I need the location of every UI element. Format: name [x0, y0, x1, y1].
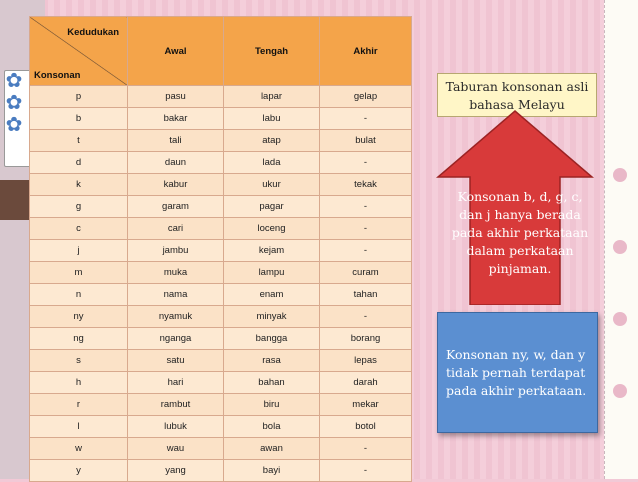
table-row [30, 350, 412, 372]
consonant-cell: r [30, 394, 128, 416]
consonant-cell: w [30, 438, 128, 460]
example-word-cell: - [320, 108, 412, 130]
example-word-cell: darah [320, 372, 412, 394]
example-word-cell: - [320, 218, 412, 240]
example-word-cell: minyak [224, 306, 320, 328]
consonant-cell: y [30, 460, 128, 482]
example-word-cell: atap [224, 130, 320, 152]
example-word-cell: yang [128, 460, 224, 482]
example-word-cell: - [320, 240, 412, 262]
example-word-cell: hari [128, 372, 224, 394]
example-word-cell: garam [128, 196, 224, 218]
example-word-cell: ukur [224, 174, 320, 196]
example-word-cell: loceng [224, 218, 320, 240]
example-word-cell: kejam [224, 240, 320, 262]
consonant-cell: d [30, 152, 128, 174]
example-word-cell: awan [224, 438, 320, 460]
consonant-cell: t [30, 130, 128, 152]
table-row [30, 174, 412, 196]
consonant-cell: c [30, 218, 128, 240]
example-word-cell: rambut [128, 394, 224, 416]
table-row [30, 262, 412, 284]
example-word-cell: satu [128, 350, 224, 372]
table-row [30, 328, 412, 350]
example-word-cell: lubuk [128, 416, 224, 438]
red-arrow-note: Konsonan b, d, g, c, dan j hanya berada pada akhir perkataan dalam perkataan pinjaman. [451, 189, 589, 276]
example-word-cell: rasa [224, 350, 320, 372]
consonant-cell: n [30, 284, 128, 306]
example-word-cell: - [320, 306, 412, 328]
example-word-cell: curam [320, 262, 412, 284]
example-word-cell: - [320, 438, 412, 460]
example-word-cell: gelap [320, 86, 412, 108]
example-word-cell: pasu [128, 86, 224, 108]
table-row [30, 372, 412, 394]
binder-hole-icon [613, 312, 627, 326]
column-header-akhir: Akhir [320, 17, 412, 86]
example-word-cell: cari [128, 218, 224, 240]
consonant-cell: s [30, 350, 128, 372]
example-word-cell: jambu [128, 240, 224, 262]
corner-label-consonant: Konsonan [34, 70, 81, 81]
consonant-table [29, 16, 412, 482]
binder-hole-icon [613, 384, 627, 398]
example-word-cell: muka [128, 262, 224, 284]
consonant-cell: b [30, 108, 128, 130]
binder-hole-icon [613, 168, 627, 182]
flower-icon: ✿ ✿ ✿ [5, 70, 23, 136]
consonant-cell: l [30, 416, 128, 438]
example-word-cell: wau [128, 438, 224, 460]
table-row [30, 284, 412, 306]
table-row [30, 394, 412, 416]
example-word-cell: lapar [224, 86, 320, 108]
table-header-row [30, 17, 412, 86]
example-word-cell: bahan [224, 372, 320, 394]
example-word-cell: lampu [224, 262, 320, 284]
example-word-cell: enam [224, 284, 320, 306]
example-word-cell: - [320, 460, 412, 482]
example-word-cell: mekar [320, 394, 412, 416]
column-header-awal: Awal [128, 17, 224, 86]
example-word-cell: borang [320, 328, 412, 350]
example-word-cell: bangga [224, 328, 320, 350]
example-word-cell: - [320, 196, 412, 218]
example-word-cell: nganga [128, 328, 224, 350]
table-row [30, 86, 412, 108]
blue-note-box: Konsonan ny, w, dan y tidak pernah terdapat pada akhir perkataan. [437, 312, 598, 433]
example-word-cell: tali [128, 130, 224, 152]
consonant-cell: h [30, 372, 128, 394]
table-corner-cell [30, 17, 128, 86]
table-row [30, 130, 412, 152]
example-word-cell: bayi [224, 460, 320, 482]
example-word-cell: tekak [320, 174, 412, 196]
table-row [30, 240, 412, 262]
example-word-cell: nama [128, 284, 224, 306]
example-word-cell: daun [128, 152, 224, 174]
table-row [30, 108, 412, 130]
example-word-cell: pagar [224, 196, 320, 218]
corner-label-position: Kedudukan [67, 27, 119, 38]
consonant-cell: ng [30, 328, 128, 350]
example-word-cell: lepas [320, 350, 412, 372]
example-word-cell: nyamuk [128, 306, 224, 328]
table-row [30, 306, 412, 328]
consonant-cell: j [30, 240, 128, 262]
table-row [30, 218, 412, 240]
table-row [30, 152, 412, 174]
consonant-cell: g [30, 196, 128, 218]
table-row [30, 438, 412, 460]
table-row [30, 460, 412, 482]
example-word-cell: bakar [128, 108, 224, 130]
example-word-cell: bola [224, 416, 320, 438]
example-word-cell: bulat [320, 130, 412, 152]
consonant-cell: p [30, 86, 128, 108]
column-header-tengah: Tengah [224, 17, 320, 86]
consonant-cell: k [30, 174, 128, 196]
example-word-cell: biru [224, 394, 320, 416]
example-word-cell: labu [224, 108, 320, 130]
consonant-cell: m [30, 262, 128, 284]
example-word-cell: tahan [320, 284, 412, 306]
example-word-cell: lada [224, 152, 320, 174]
example-word-cell: kabur [128, 174, 224, 196]
table-row [30, 196, 412, 218]
example-word-cell: - [320, 152, 412, 174]
consonant-cell: ny [30, 306, 128, 328]
table-row [30, 416, 412, 438]
binder-hole-icon [613, 240, 627, 254]
title-callout: Taburan konsonan asli bahasa Melayu [437, 73, 597, 117]
example-word-cell: botol [320, 416, 412, 438]
